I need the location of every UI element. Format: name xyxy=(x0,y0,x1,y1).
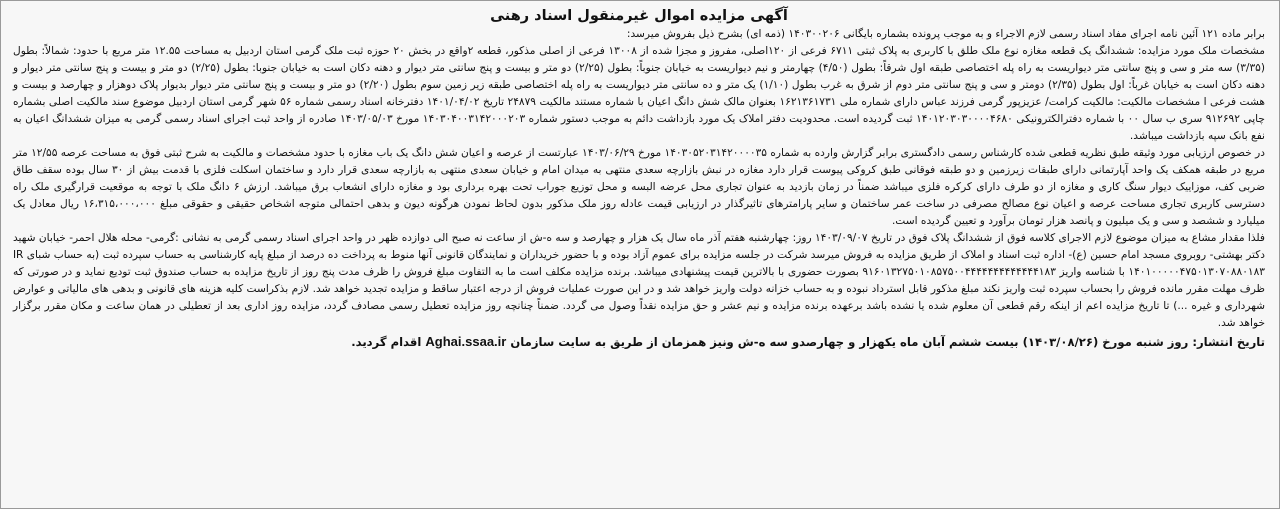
publication-date-text: تاریخ انتشار: روز شنبه مورخ (۱۴۰۳/۰۸/۲۶) بیست ششم آبان ماه یکهزار و چهارصدو سه ه-ش ونیز همزمان از طریق به سایت سازمان xyxy=(510,335,1265,349)
appraisal-paragraph: در خصوص ارزیابی مورد وثیقه طبق نظریه قطعی شده کارشناس رسمی دادگستری برابر گزارش وارده به شماره ۱۴۰۳۰۵۲۰۳۱۴۲۰۰۰۰۳۵ مورخ ۱۴۰۳/۰۶/۲۹ عبارتست از عرصه و اعیان شش دانگ یک باب مغازه با حدود مشخصات و مالکیت به شرح ثبتی فوق به مساحت عرصه ۱۲/۵۵ متر مربع در طبقه همکف یک واحد آپارتمانی دارای طبقات زیرزمین و دو طبقه فوقانی طبق کروکی پیوست قرار دارد مغازه در نبش بازارچه سعدی منتهی به میدان امام و خیابان سعدی منتهی به بازارچه سعدی قرار دارد و ساختمان اسکلت فلزی با قدمت بیش از ۳۰ سال بوده سقف طاق ضربی کف، موزاییک دیوار سنگ کاری و مغازه از دو طرف دارای کرکره فلزی میباشد ضمناً در زمان بازدید به عنوان تجاری محل عرضه البسه و محل توزیع جوراب تحت بهره برداری بود و مغازه دارای انشعاب برق میباشد. ارزش ۶ دانگ ملک با توجه به موقعیت قرارگیری ملک راه دسترسی کاربری تجاری مساحت عرصه و اعیان نوع مصالح مصرفی در ساخت عمر ساختمان و سایر پارامترهای تاثیرگذار در ارزیابی قیمت عادله روز ملک مذکور بدون لحاظ نمودن هرگونه دیون و بدهی احتمالی متوجه اشخاص حقیقی و حقوقی مبلغ ۱۶،۳۱۵،۰۰۰،۰۰۰ ریال معادل یک میلیارد و ششصد و سی و یک میلیون و پانصد هزار تومان برآورد و تعیین گردیده است. xyxy=(13,147,1265,227)
notice-intro: برابر ماده ۱۲۱ آئین نامه اجرای مفاد اسناد رسمی لازم الاجراء و به موجب پرونده بشماره بایگانی ۱۴۰۳۰۰۲۰۶ (ذمه ای) بشرح ذیل بفروش میرسد: xyxy=(626,28,1265,40)
property-specifications-paragraph: مشخصات ملک مورد مزایده: ششدانگ یک قطعه مغازه نوع ملک طلق با کاربری به پلاک ثبتی ۶۷۱۱ فرعی از ۱۲۰اصلی، مفروز و مجزا شده از ۱۳۰۰۸ فرعی از اصلی مذکور، قطعه ۲واقع در بخش ۲۰ حوزه ثبت ملک گرمی استان اردبیل به مساحت ۱۲.۵۵ متر مربع با حدود: شمالاً: بطول (۳/۳۵) سه متر و سی و پنج سانتی متر دیواریست به راه پله اختصاصی طبقه اول شرقاً: بطول (۴/۵۰) چهارمتر و نیم دیواریست به خیابان جنوباً: بطول (۲/۲۵) دو متر و بیست و پنج سانتی متر دیوار و دهنه دکان است به خیابان جنوبا: بطول (۲/۲۵) دو متر و بیست و پنج سانتی متر دیوار و دهنه دکان است به خیابان غرباً: اول بطول (۲/۳۵) دومتر و سی و پنج سانتی متر دوم از شرق به غرب بطول (۱/۱۰) یک متر و ده سانتی متر دیواریست به راه پله اختصاصی طبقه زیر زمین سوم بطول (۲/۲۰) دو متر و بیست و پنج سانتی متر دیوار بدیوار پلاک دوهزار و چهارصد و بیست و هشت فرعی ا مشخصات مالکیت: مالکیت کرامت/ عزیزپور گرمی فرزند عباس دارای شماره ملی ۱۶۲۱۳۶۱۷۳۱ بعنوان مالک شش دانگ اعیان با شماره مستند مالکیت ۲۴۸۷۹ تاریخ ۱۴۰۱/۰۴/۰۲ دفترخانه اسناد رسمی شماره ۵۶ شهر گرمی استان اردبیل موضوع سند مالکیت اصلی بشماره چاپی ۹۱۲۶۹۲ سری ب سال ۰۰ با شماره دفترالکترونیکی ۱۴۰۱۲۰۳۰۳۰۰۰۰۴۶۸۰ ثبت گردیده است. محدودیت دفتر املاک یک مورد بازداشت دائم به موجب دستور شماره ۱۴۰۳۰۴۰۰۳۱۴۲۰۰۰۲۰۳ مورخ ۱۴۰۳/۰۵/۰۳ صادره از واحد ثبت اجرای اسناد رسمی گرمی به میزان ششدانگ اعیان به نفع بانک سپه بازداشت میباشد. xyxy=(13,45,1265,142)
publication-date-line xyxy=(13,333,1265,351)
auction-terms-paragraph: فلذا مقدار مشاع به میزان موضوع لازم الاجرای کلاسه فوق از ششدانگ پلاک فوق در تاریخ ۱۴۰۳/۰۹/۰۷ روز: چهارشنبه هفتم آذر ماه سال یک هزار و چهارصد و سه ه-ش از ساعت نه صبح الی دوازده ظهر در واحد اجرای اسناد رسمی گرمی به نشانی :گرمی- محله هلال احمر- خیابان شهید دکتر بهشتی- روبروی مسجد امام حسین (ع)- اداره ثبت اسناد و املاک از طریق مزایده به فروش میرسد شرکت در جلسه مزایده برای عموم آزاد بوده و با حضور خریداران و نمایندگان قانونی آنها منوط به پرداخت ده درصد از مبلغ پایه کارشناسی به حساب سپرده ثبت (به حساب شبای IR ۱۴۰۱۰۰۰۰۰۴۷۵۰۱۳۰۷۰۸۸۰۱۸۳ با شناسه واریز ۹۱۶۰۱۳۲۷۵۰۱۰۸۵۷۵۰۰۴۴۴۴۴۴۴۴۴۴۴۴۴۱۸۳ بصورت حضوری با بالاترین قیمت پیشنهادی میباشد. برنده مزایده مکلف است ما به التفاوت مبلغ فروش را ظرف مدت پنج روز از تاریخ مزایده به حساب صندوق ثبت تودیع نماید و در صورتی که ظرف مهلت مقرر مانده فروش را بحساب سپرده ثبت واریز نکند مبلغ مذکور قابل استرداد نبوده و به حساب خزانه دولت واریز خواهد شد و در این صورت عملیات فروش از درجه اعتبار ساقط و مزایده تجدید خواهد شد. لازم بذکراست کلیه هزینه های قانونی و بدهی های مالیاتی و عوارض شهرداری و غیره ...) تا تاریخ مزایده اعم از اینکه رقم قطعی آن معلوم شده یا نشده باشد برعهده برنده مزایده و نیم عشر و حق مزایده نقداً وصول می گردد. ضمناً چنانچه روز مزایده تعطیل رسمی مصادف گردد، مزایده روز اداری بعد از تعطیلی در همان ساعت و مکان مقرر برگزار خواهد شد. xyxy=(13,232,1265,329)
publication-closing-text: اقدام گردید. xyxy=(351,335,422,349)
notice-title: آگهی مزایده اموال غیرمنقول اسناد رهنی xyxy=(490,8,788,24)
website-address: Aghai.ssaa.ir xyxy=(425,334,507,349)
